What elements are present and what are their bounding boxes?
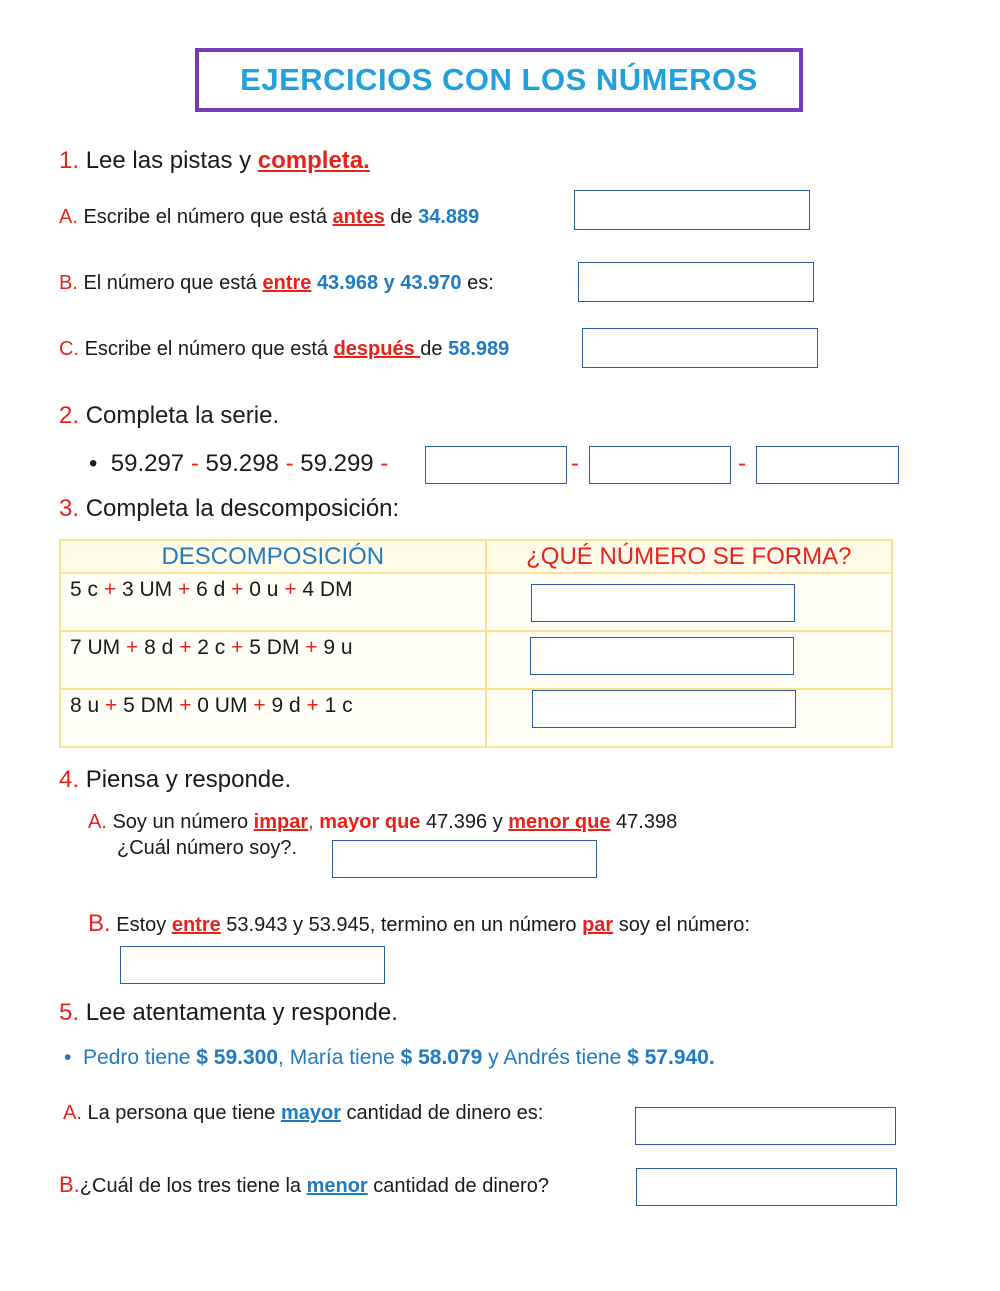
- answer-1c-input[interactable]: [582, 328, 818, 368]
- series-row: • 59.297 - 59.298 - 59.299 -: [89, 450, 389, 477]
- table-row: 5 c + 3 UM + 6 d + 0 u + 4 DM: [60, 573, 486, 631]
- series-dash: -: [571, 450, 579, 477]
- section-1-heading: 1. Lee las pistas y completa.: [59, 147, 370, 174]
- question-5b: B.¿Cuál de los tres tiene la menor cantidad de dinero?: [59, 1172, 549, 1197]
- question-4a: A. Soy un número impar, mayor que 47.396 y menor que 47.398: [88, 811, 678, 833]
- bullet: •: [64, 1046, 72, 1069]
- question-1a: A. Escribe el número que está antes de 34.889: [59, 206, 480, 228]
- answer-5b-input[interactable]: [636, 1168, 897, 1206]
- section-5-heading: 5. Lee atentamenta y responde.: [59, 999, 398, 1026]
- decomposition-input-3[interactable]: [532, 690, 796, 728]
- answer-1a-input[interactable]: [574, 190, 810, 230]
- table-row: 8 u + 5 DM + 0 UM + 9 d + 1 c: [60, 689, 486, 747]
- section-number: 1.: [59, 147, 80, 174]
- money-statement: • Pedro tiene $ 59.300, María tiene $ 58.079 y Andrés tiene $ 57.940.: [64, 1046, 715, 1069]
- decomposition-input-1[interactable]: [531, 584, 795, 622]
- answer-4b-input[interactable]: [120, 946, 385, 984]
- series-input-1[interactable]: [425, 446, 567, 484]
- bullet: •: [89, 450, 98, 477]
- question-1c: C. Escribe el número que está después de 58.989: [59, 338, 510, 360]
- section-2-heading: 2. Completa la serie.: [59, 402, 280, 429]
- section-4-heading: 4. Piensa y responde.: [59, 766, 292, 793]
- column-header-decomposition: DESCOMPOSICIÓN: [60, 540, 486, 573]
- answer-1b-input[interactable]: [578, 262, 814, 302]
- decomposition-input-2[interactable]: [530, 637, 794, 675]
- answer-4a-input[interactable]: [332, 840, 597, 878]
- question-4a-prompt: ¿Cuál número soy?.: [117, 837, 298, 859]
- section-3-heading: 3. Completa la descomposición:: [59, 495, 400, 522]
- page-title: EJERCICIOS CON LOS NÚMEROS: [195, 48, 803, 112]
- column-header-number: ¿QUÉ NÚMERO SE FORMA?: [486, 540, 892, 573]
- table-row: 7 UM + 8 d + 2 c + 5 DM + 9 u: [60, 631, 486, 689]
- series-dash: -: [738, 450, 746, 477]
- series-input-2[interactable]: [589, 446, 731, 484]
- answer-5a-input[interactable]: [635, 1107, 896, 1145]
- question-4b: B. Estoy entre 53.943 y 53.945, termino en un número par soy el número:: [88, 910, 750, 937]
- question-5a: A. La persona que tiene mayor cantidad de dinero es:: [63, 1102, 544, 1124]
- series-input-3[interactable]: [756, 446, 899, 484]
- question-1b: B. El número que está entre 43.968 y 43.970 es:: [59, 272, 494, 294]
